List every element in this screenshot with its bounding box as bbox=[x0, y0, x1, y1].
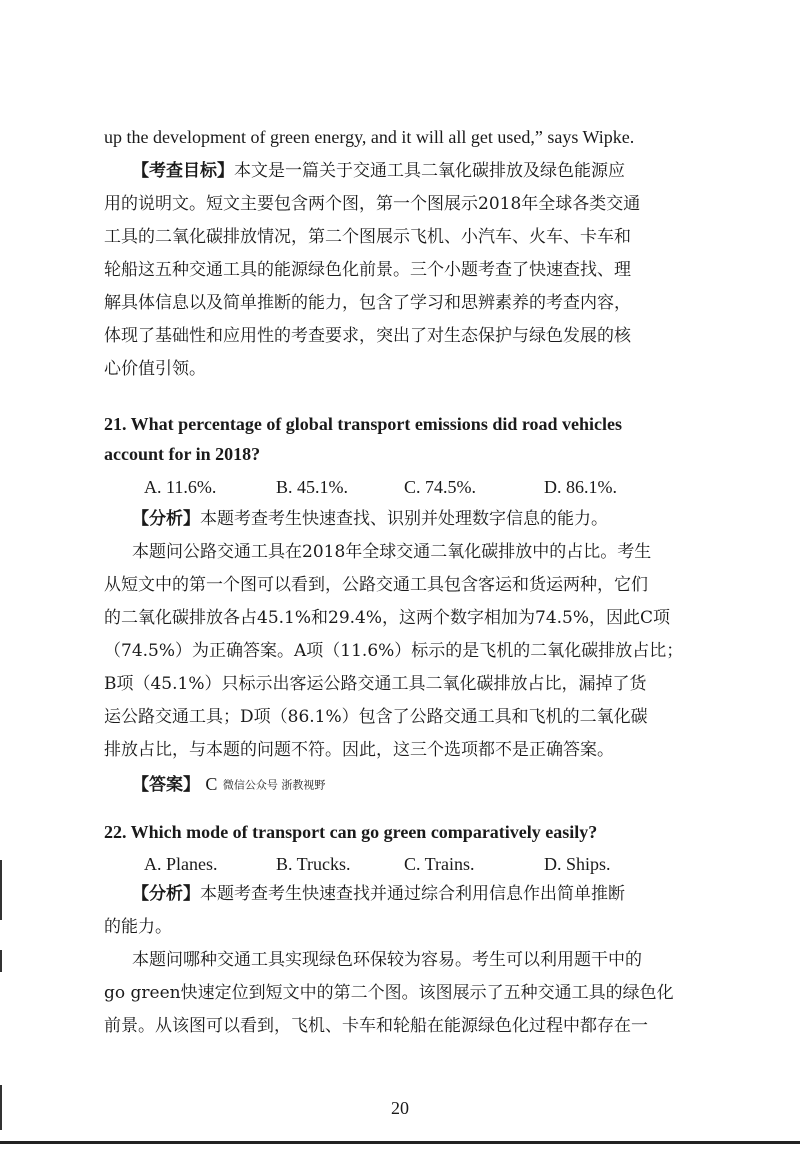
text-line: 体现了基础性和应用性的考查要求，突出了对生态保护与绿色发展的核 bbox=[104, 326, 631, 346]
q21-option-c: C. 74.5%. bbox=[404, 477, 476, 497]
q22-option-b: B. Trucks. bbox=[276, 854, 351, 874]
answer-tag: 【答案】 bbox=[132, 775, 200, 795]
bottom-border bbox=[0, 1141, 800, 1144]
question-22-stem: 22. Which mode of transport can go green comparatively easily? bbox=[104, 822, 598, 842]
analysis-line bbox=[132, 507, 608, 531]
text-line: 本题问哪种交通工具实现绿色环保较为容易。考生可以利用题干中的 bbox=[132, 950, 642, 970]
margin-mark bbox=[0, 1085, 2, 1130]
watermark-text: 微信公众号 浙教视野 bbox=[222, 778, 326, 792]
answer-value: C bbox=[205, 774, 218, 794]
page-number: 20 bbox=[391, 1098, 409, 1118]
q22-option-a: A. Planes. bbox=[144, 854, 218, 874]
text-line: 轮船这五种交通工具的能源绿色化前景。三个小题考查了快速查找、理 bbox=[104, 260, 631, 280]
text-line: （74.5%）为正确答案。A项（11.6%）标示的是飞机的二氧化碳排放占比； bbox=[104, 641, 684, 661]
text-line: 从短文中的第一个图可以看到，公路交通工具包含客运和货运两种，它们 bbox=[104, 575, 648, 595]
text-line: B项（45.1%）只标示出客运公路交通工具二氧化碳排放占比，漏掉了货 bbox=[104, 674, 647, 694]
text-line: 心价值引领。 bbox=[104, 359, 206, 379]
text-span: 本文是一篇关于交通工具二氧化碳排放及绿色能源应 bbox=[234, 161, 625, 181]
answer-line bbox=[132, 772, 325, 798]
section-tag: 【考查目标】 bbox=[132, 161, 234, 181]
text-line: 解具体信息以及简单推断的能力，包含了学习和思辨素养的考查内容， bbox=[104, 293, 631, 313]
q22-option-c: C. Trains. bbox=[404, 854, 475, 874]
analysis-tag: 【分析】 bbox=[132, 509, 200, 529]
text-line: 排放占比，与本题的问题不符。因此，这三个选项都不是正确答案。 bbox=[104, 740, 614, 760]
margin-mark bbox=[0, 950, 2, 972]
text-line: 前景。从该图可以看到，飞机、卡车和轮船在能源绿色化过程中都存在一 bbox=[104, 1016, 648, 1036]
question-21-stem: 21. What percentage of global transport emissions did road vehicles bbox=[104, 414, 623, 434]
text-span: 本题考查考生快速查找并通过综合利用信息作出简单推断 bbox=[200, 884, 625, 904]
q22-option-d: D. Ships. bbox=[544, 854, 611, 874]
text-line: up the development of green energy, and it will all get used,” says Wipke. bbox=[104, 127, 635, 147]
text-line: 运公路交通工具；D项（86.1%）包含了公路交通工具和飞机的二氧化碳 bbox=[104, 707, 648, 727]
q21-option-a: A. 11.6%. bbox=[144, 477, 217, 497]
text-span: 本题考查考生快速查找、识别并处理数字信息的能力。 bbox=[200, 509, 608, 529]
text-line: 用的说明文。短文主要包含两个图，第一个图展示2018年全球各类交通 bbox=[104, 194, 641, 214]
analysis-tag: 【分析】 bbox=[132, 884, 200, 904]
text-line: 本题问公路交通工具在2018年全球交通二氧化碳排放中的占比。考生 bbox=[132, 542, 652, 562]
text-line bbox=[132, 159, 625, 183]
text-line: go green快速定位到短文中的第二个图。该图展示了五种交通工具的绿色化 bbox=[104, 983, 674, 1003]
question-21-stem: account for in 2018? bbox=[104, 444, 261, 464]
text-line: 的二氧化碳排放各占45.1%和29.4%，这两个数字相加为74.5%，因此C项 bbox=[104, 608, 671, 628]
analysis-line bbox=[132, 882, 625, 906]
text-line: 工具的二氧化碳排放情况，第二个图展示飞机、小汽车、火车、卡车和 bbox=[104, 227, 631, 247]
q21-option-b: B. 45.1%. bbox=[276, 477, 348, 497]
text-line: 的能力。 bbox=[104, 917, 172, 937]
margin-mark bbox=[0, 860, 2, 920]
q21-option-d: D. 86.1%. bbox=[544, 477, 617, 497]
